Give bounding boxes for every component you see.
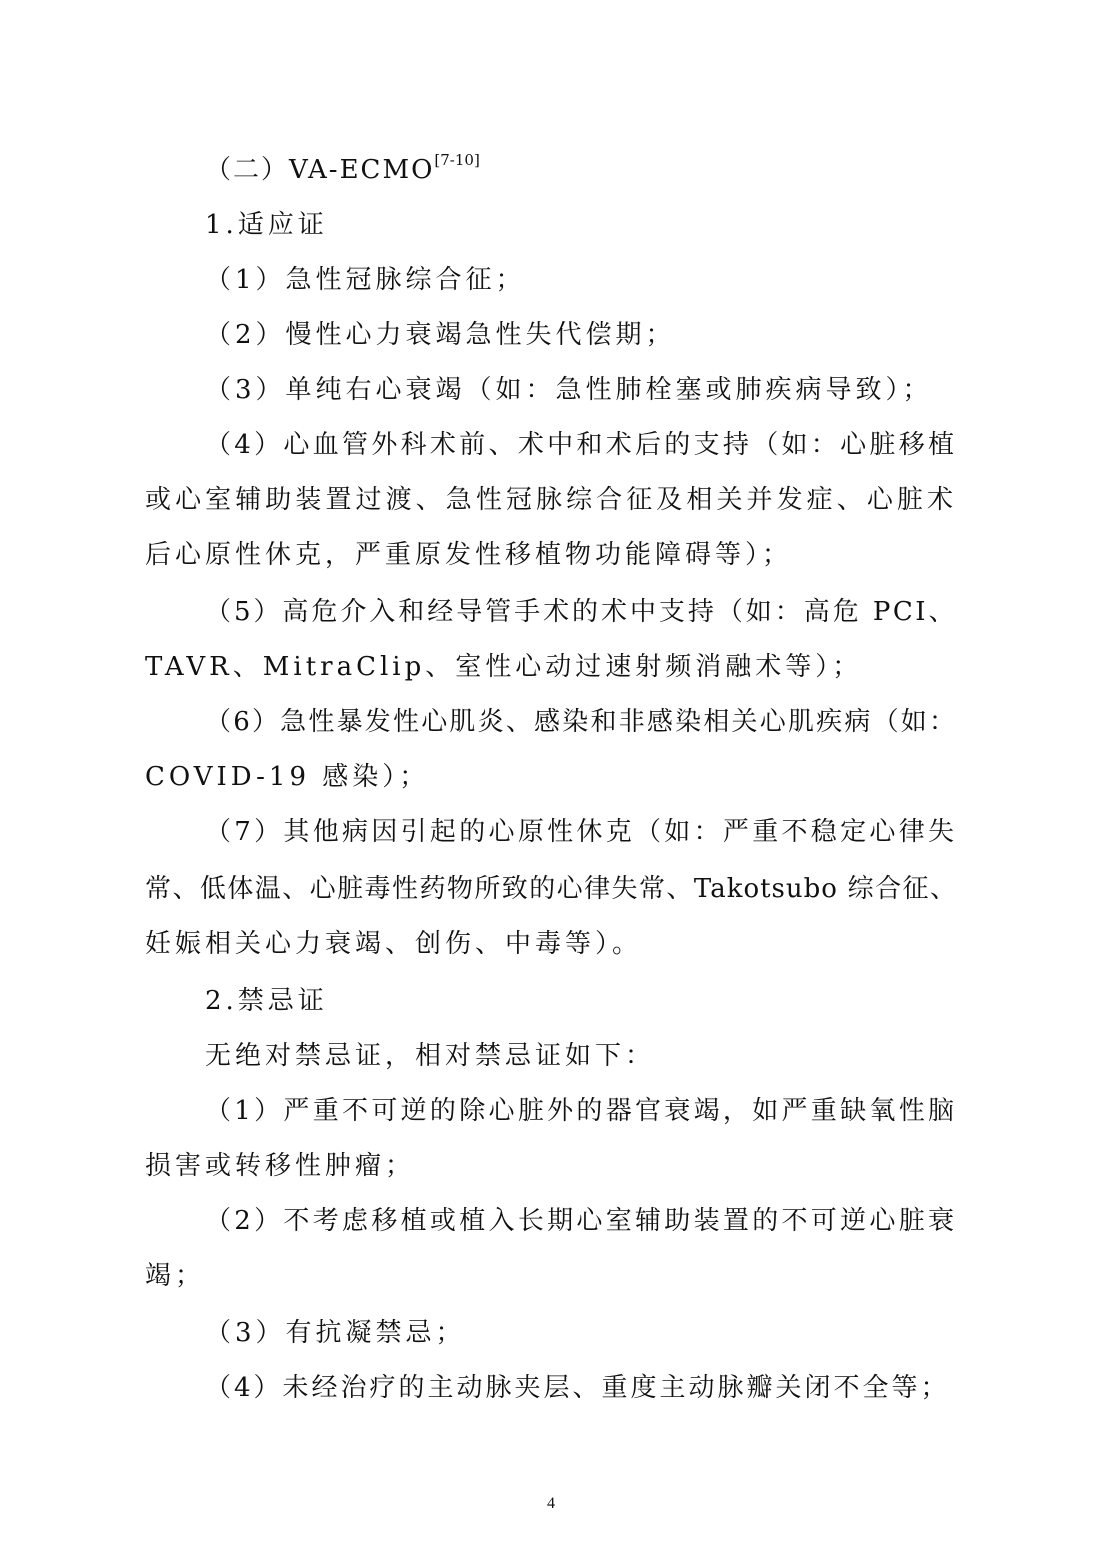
indication-item-7-line-1: （7）其他病因引起的心原性休克（如：严重不稳定心律失 xyxy=(205,817,957,847)
contraindication-item-2-line-2: 竭； xyxy=(145,1261,206,1291)
indication-item-3-line-1: （3）单纯右心衰竭（如：急性肺栓塞或肺疾病导致）； xyxy=(205,375,933,405)
indication-item-4-line-2: 或心室辅助装置过渡、急性冠脉综合征及相关并发症、心脏术 xyxy=(145,485,957,515)
indication-item-7-line-3: 妊娠相关心力衰竭、创伤、中毒等）。 xyxy=(145,929,643,959)
contraindication-item-2-line-1: （2）不考虑移植或植入长期心室辅助装置的不可逆心脏衰 xyxy=(205,1206,957,1236)
reference-superscript: [7-10] xyxy=(434,151,480,170)
contraindication-item-4-line-1: （4）未经治疗的主动脉夹层、重度主动脉瓣关闭不全等； xyxy=(205,1373,950,1403)
contraindication-item-1-line-2: 损害或转移性肿瘤； xyxy=(145,1151,416,1181)
contraindications-title: 2.禁忌证 xyxy=(205,986,328,1016)
indication-item-1-line-1: （1）急性冠脉综合征； xyxy=(205,265,526,295)
indication-item-6-line-1: （6）急性暴发性心肌炎、感染和非感染相关心肌疾病（如： xyxy=(205,707,957,737)
indication-item-4-line-3: 后心原性休克，严重原发性移植物功能障碍等）； xyxy=(145,540,793,570)
contraindication-item-3-line-1: （3）有抗凝禁忌； xyxy=(205,1318,466,1348)
contraindication-item-1-line-1: （1）严重不可逆的除心脏外的器官衰竭，如严重缺氧性脑 xyxy=(205,1096,957,1126)
indication-item-5-line-2: TAVR、MitraClip、室性心动过速射频消融术等）； xyxy=(145,652,863,682)
page-number: 4 xyxy=(547,1495,555,1512)
indication-item-6-line-2: COVID-19 感染）； xyxy=(145,762,430,792)
indication-item-5-line-1: （5）高危介入和经导管手术的术中支持（如：高危 PCI、 xyxy=(205,597,957,627)
section-heading xyxy=(205,153,957,187)
indications-title: 1.适应证 xyxy=(205,210,328,240)
indication-item-2-line-1: （2）慢性心力衰竭急性失代偿期； xyxy=(205,320,676,350)
indication-item-4-line-1: （4）心血管外科术前、术中和术后的支持（如：心脏移植 xyxy=(205,430,957,460)
section-heading-text: （二）VA-ECMO xyxy=(205,155,435,185)
indication-item-7-line-2: 常、低体温、心脏毒性药物所致的心律失常、Takotsubo 综合征、 xyxy=(145,874,957,904)
contraindications-intro: 无绝对禁忌证，相对禁忌证如下： xyxy=(205,1041,656,1071)
